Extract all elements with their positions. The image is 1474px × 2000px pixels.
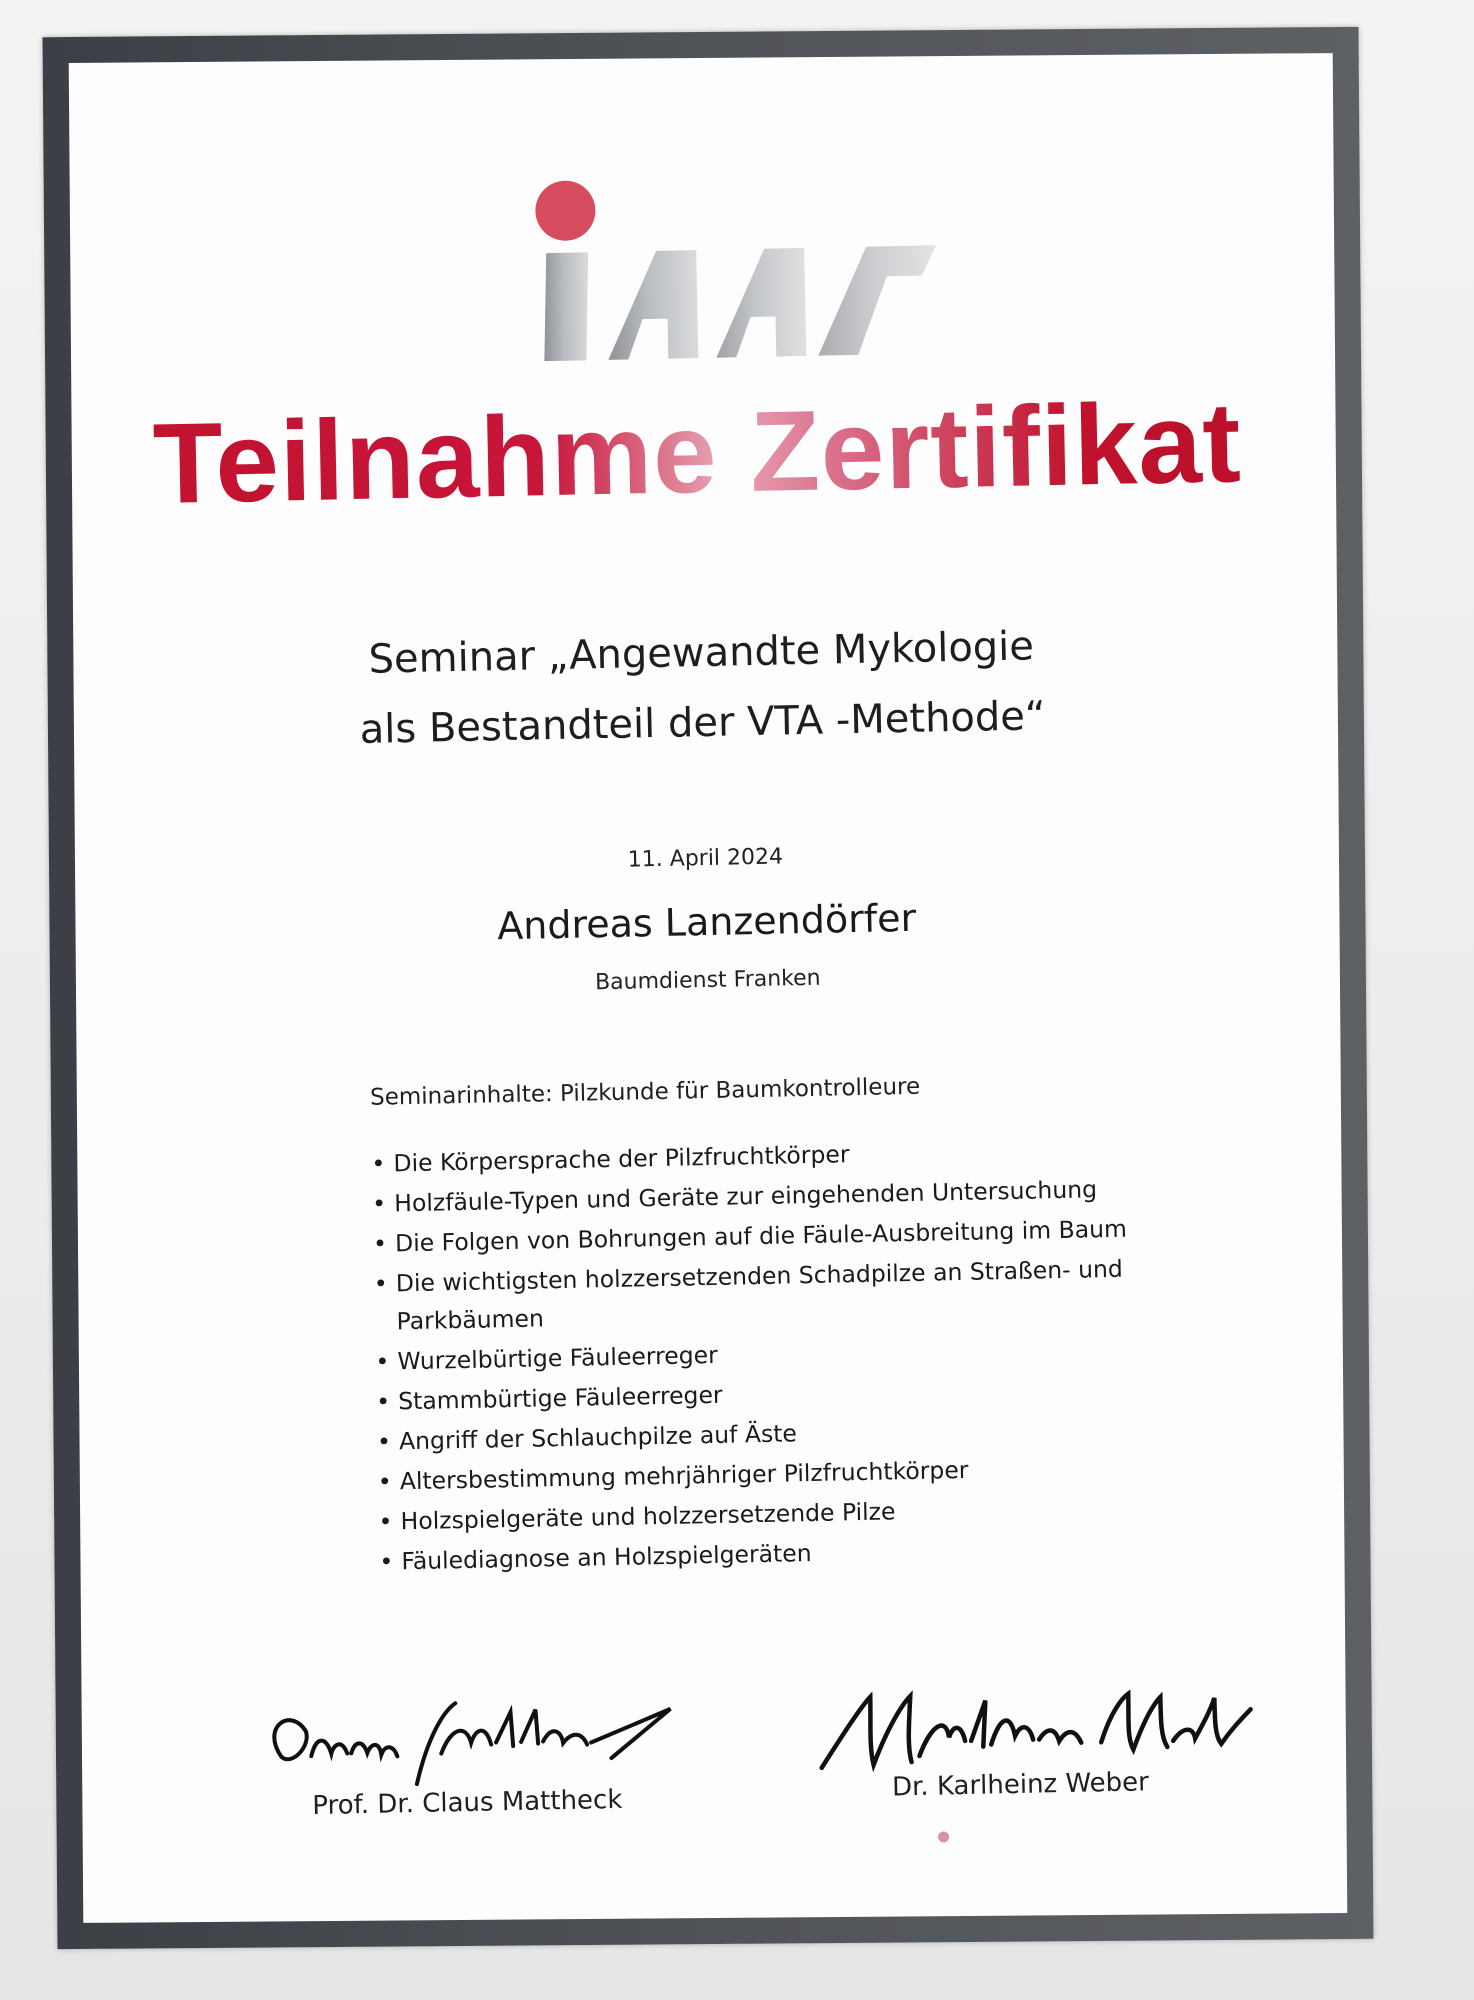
signer-left-name: Prof. Dr. Claus Mattheck — [312, 1784, 623, 1822]
topic-item: • Wurzelbürtige Fäuleerreger — [375, 1326, 1196, 1380]
topic-item: • Die wichtigsten holzzersetzenden Schadpilze an Straßen- und Parkbäumen — [373, 1248, 1194, 1340]
certificate-content — [57, 46, 1358, 1931]
participant-company: Baumdienst Franken — [594, 965, 821, 996]
topic-item: • Stammbürtige Fäuleerreger — [376, 1366, 1197, 1420]
topics-list — [371, 1128, 1200, 1582]
decorative-dot — [938, 1831, 949, 1842]
topic-item: • Holzspielgeräte und holzzersetzende Pilze — [378, 1486, 1199, 1540]
certificate-frame — [43, 27, 1374, 1949]
signature-left — [250, 1678, 712, 1797]
topic-item: • Holzfäule-Typen und Geräte zur eingehenden Untersuchung — [372, 1168, 1193, 1222]
topic-item: • Die Folgen von Bohrungen auf die Fäule-Ausbreitung im Baum — [373, 1208, 1194, 1262]
certificate-sheet — [69, 53, 1348, 1923]
seminar-date: 11. April 2024 — [627, 844, 784, 873]
signer-right-name: Dr. Karlheinz Weber — [891, 1767, 1150, 1803]
contents-heading: Seminarinhalte: Pilzkunde für Baumkontrolleure — [369, 1073, 921, 1111]
topic-item: • Fäulediagnose an Holzspielgeräten — [379, 1526, 1200, 1580]
iaa-logo — [535, 163, 959, 371]
seminar-title-line-2: als Bestandteil der VTA -Methode“ — [359, 693, 1047, 753]
topic-item: • Die Körpersprache der Pilzfruchtkörper — [371, 1128, 1192, 1182]
participant-name: Andreas Lanzendörfer — [496, 895, 917, 949]
topic-item: • Altersbestimmung mehrjähriger Pilzfruchtkörper — [377, 1446, 1198, 1500]
seminar-title-line-1: Seminar „Angewandte Mykologie — [368, 623, 1035, 683]
certificate-title: Teilnahme Zertifikat — [64, 375, 1330, 531]
topic-item: • Angriff der Schlauchpilze auf Äste — [377, 1406, 1198, 1460]
seminar-title — [169, 607, 1236, 768]
